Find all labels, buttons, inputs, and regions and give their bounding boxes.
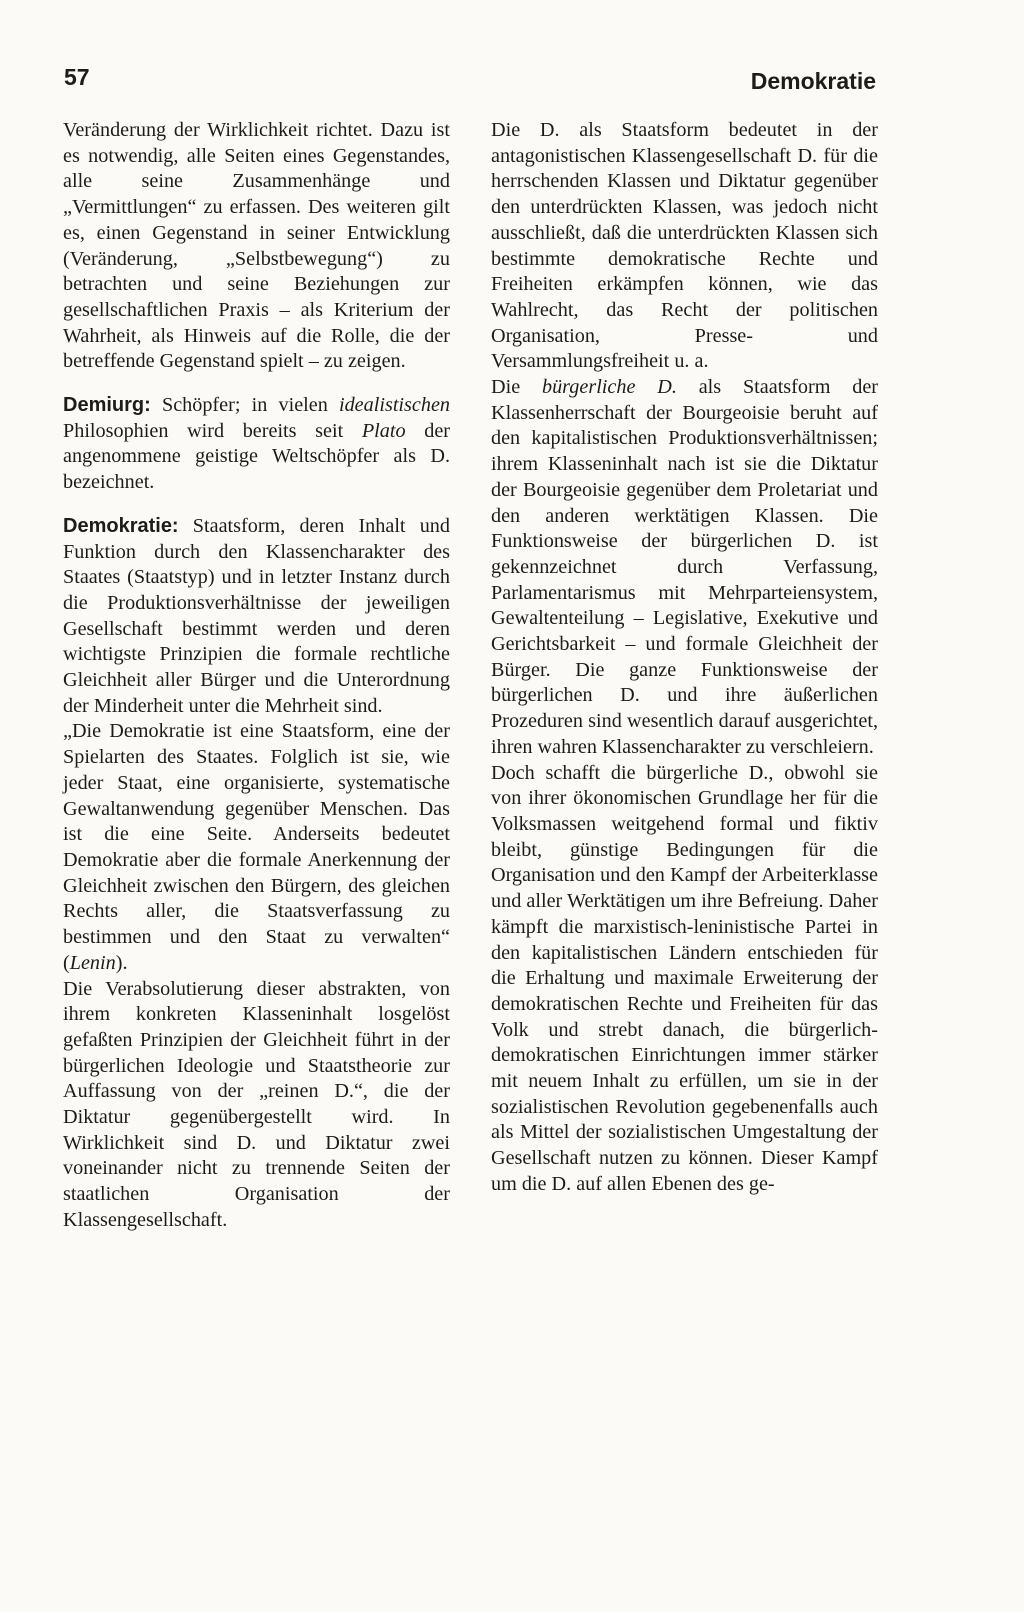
lemma-demokratie: Demokratie: bbox=[63, 514, 179, 537]
page-number: 57 bbox=[64, 64, 90, 90]
entry-demiurg bbox=[63, 393, 450, 496]
right-column bbox=[491, 118, 878, 1198]
paragraph-buergerliche-demokratie bbox=[491, 375, 878, 761]
running-head: Demokratie bbox=[750, 68, 876, 94]
entry-text: Schöpfer; in vielen bbox=[150, 394, 339, 417]
page-header bbox=[64, 62, 876, 102]
entry-text: Die bbox=[491, 376, 542, 399]
quote-text: ). bbox=[115, 951, 128, 974]
paragraph-kampf: Doch schafft die bürgerliche D., obwohl sie von ihrer ökonomischen Grundlage her für die Volksmassen weitgehend formal und fiktiv bleibt, günstige Bedingungen für die Organisation und den Kampf der Arbeiterklasse und aller Werktätigen um ihre Befreiung. Daher kämpft die marxistisch-leninistische Partei in den kapitalistischen Ländern entschieden für die Erhaltung und maximale Erweiterung der demokratischen Rechte und Freiheiten für das Volk und strebt danach, die bürgerlich-demokratischen Einrichtungen immer stärker mit neuem Inhalt zu erfüllen, um sie in der sozialistischen Revolution gegebenenfalls auch als Mittel der sozialistischen Umgestaltung der Gesellschaft nutzen zu können. Dieser Kampf um die D. auf allen Ebenen des ge- bbox=[491, 761, 878, 1195]
entry-text: Staatsform, deren Inhalt und Funktion durch den Klassencharakter des Staates (Staatstyp) und in letzter Instanz durch die Produktionsverhältnisse der jeweiligen Gesellschaft bestimmt werden und deren wichtigste Prinzipien die formale rechtliche Gleichheit aller Bürger und die Unterordnung der Minderheit unter die Mehrheit sind. bbox=[63, 514, 450, 717]
entry-text: Philosophien wird bereits seit bbox=[63, 419, 362, 442]
paragraph-dialectics-continued: Veränderung der Wirklichkeit richtet. Dazu ist es notwendig, alle Seiten eines Gegenstandes, alle seine Zusammenhänge und „Vermittlungen“ zu erfassen. Des weiteren gilt es, einen Gegenstand in seiner Entwicklung (Veränderung, „Selbstbewegung“) zu betrachten und seine Beziehungen zur gesellschaftlichen Praxis – als Kriterium der Wahrheit, als Hinweis auf die Rolle, die der betreffende Gegenstand spielt – zu zeigen. bbox=[63, 119, 450, 373]
italic-term: bürgerliche D. bbox=[541, 376, 677, 399]
italic-name: Plato bbox=[361, 419, 406, 442]
lemma-demiurg: Demiurg: bbox=[63, 394, 151, 417]
lenin-quote bbox=[63, 719, 450, 976]
entry-demokratie bbox=[63, 514, 450, 720]
quote-text: „Die Demokratie ist eine Staatsform, eine der Spielarten des Staates. Folglich ist sie, wie jeder Staat, eine organisierte, systematische Gewaltanwendung gegenüber Menschen. Das ist die eine Seite. Anderseits bedeutet Demokratie aber die formale Anerkennung der Gleichheit zwischen den Bürgern, des gleichen Rechts aller, die Staatsverfassung zu bestimmen und den Staat zu verwalten“ ( bbox=[63, 720, 450, 974]
italic-term: idealistischen bbox=[338, 394, 450, 417]
italic-name: Lenin bbox=[69, 951, 116, 974]
paragraph-staatsform: Die D. als Staatsform bedeutet in der antagonistischen Klassengesellschaft D. für die herrschenden Klassen und Diktatur gegenüber den unterdrückten Klassen, was jedoch nicht ausschließt, daß die unterdrückten Klassen sich bestimmte demokratische Rechte und Freiheiten erkämpfen können, wie das Wahlrecht, das Recht der politischen Organisation, Presse- und Versammlungsfreiheit u. a. bbox=[491, 119, 878, 373]
entry-text: als Staatsform der Klassenherrschaft der Bourgeoisie beruht auf den kapitalistischen Produktionsverhältnissen; ihrem Klasseninhalt nach ist sie die Diktatur der Bourgeoisie gegenüber dem Proletariat und den anderen werktätigen Klassen. Die Funktionsweise der bürgerlichen D. ist gekennzeichnet durch Verfassung, Parlamentarismus mit Mehrparteiensystem, Gewaltenteilung – Legislative, Exekutive und Gerichtsbarkeit – und formale Gleichheit der Bürger. Die ganze Funktionsweise der bürgerlichen D. und ihre äußerlichen Prozeduren sind wesentlich darauf ausgerichtet, ihren wahren Klassencharakter zu verschleiern. bbox=[491, 376, 879, 758]
entry-text: der angenommene geistige Weltschöpfer als D. bezeichnet. bbox=[63, 419, 451, 494]
left-column bbox=[63, 118, 450, 1234]
paragraph-verabsolutierung: Die Verabsolutierung dieser abstrakten, von ihrem konkreten Klasseninhalt losgelöst gefaßten Prinzipien der Gleichheit führt in der bürgerlichen Ideologie und Staatstheorie zur Auffassung von der „reinen D.“, die der Diktatur gegenübergestellt wird. In Wirklichkeit sind D. und Diktatur zwei voneinander nicht zu trennende Seiten der staatlichen Organisation der Klassengesellschaft. bbox=[63, 977, 450, 1231]
